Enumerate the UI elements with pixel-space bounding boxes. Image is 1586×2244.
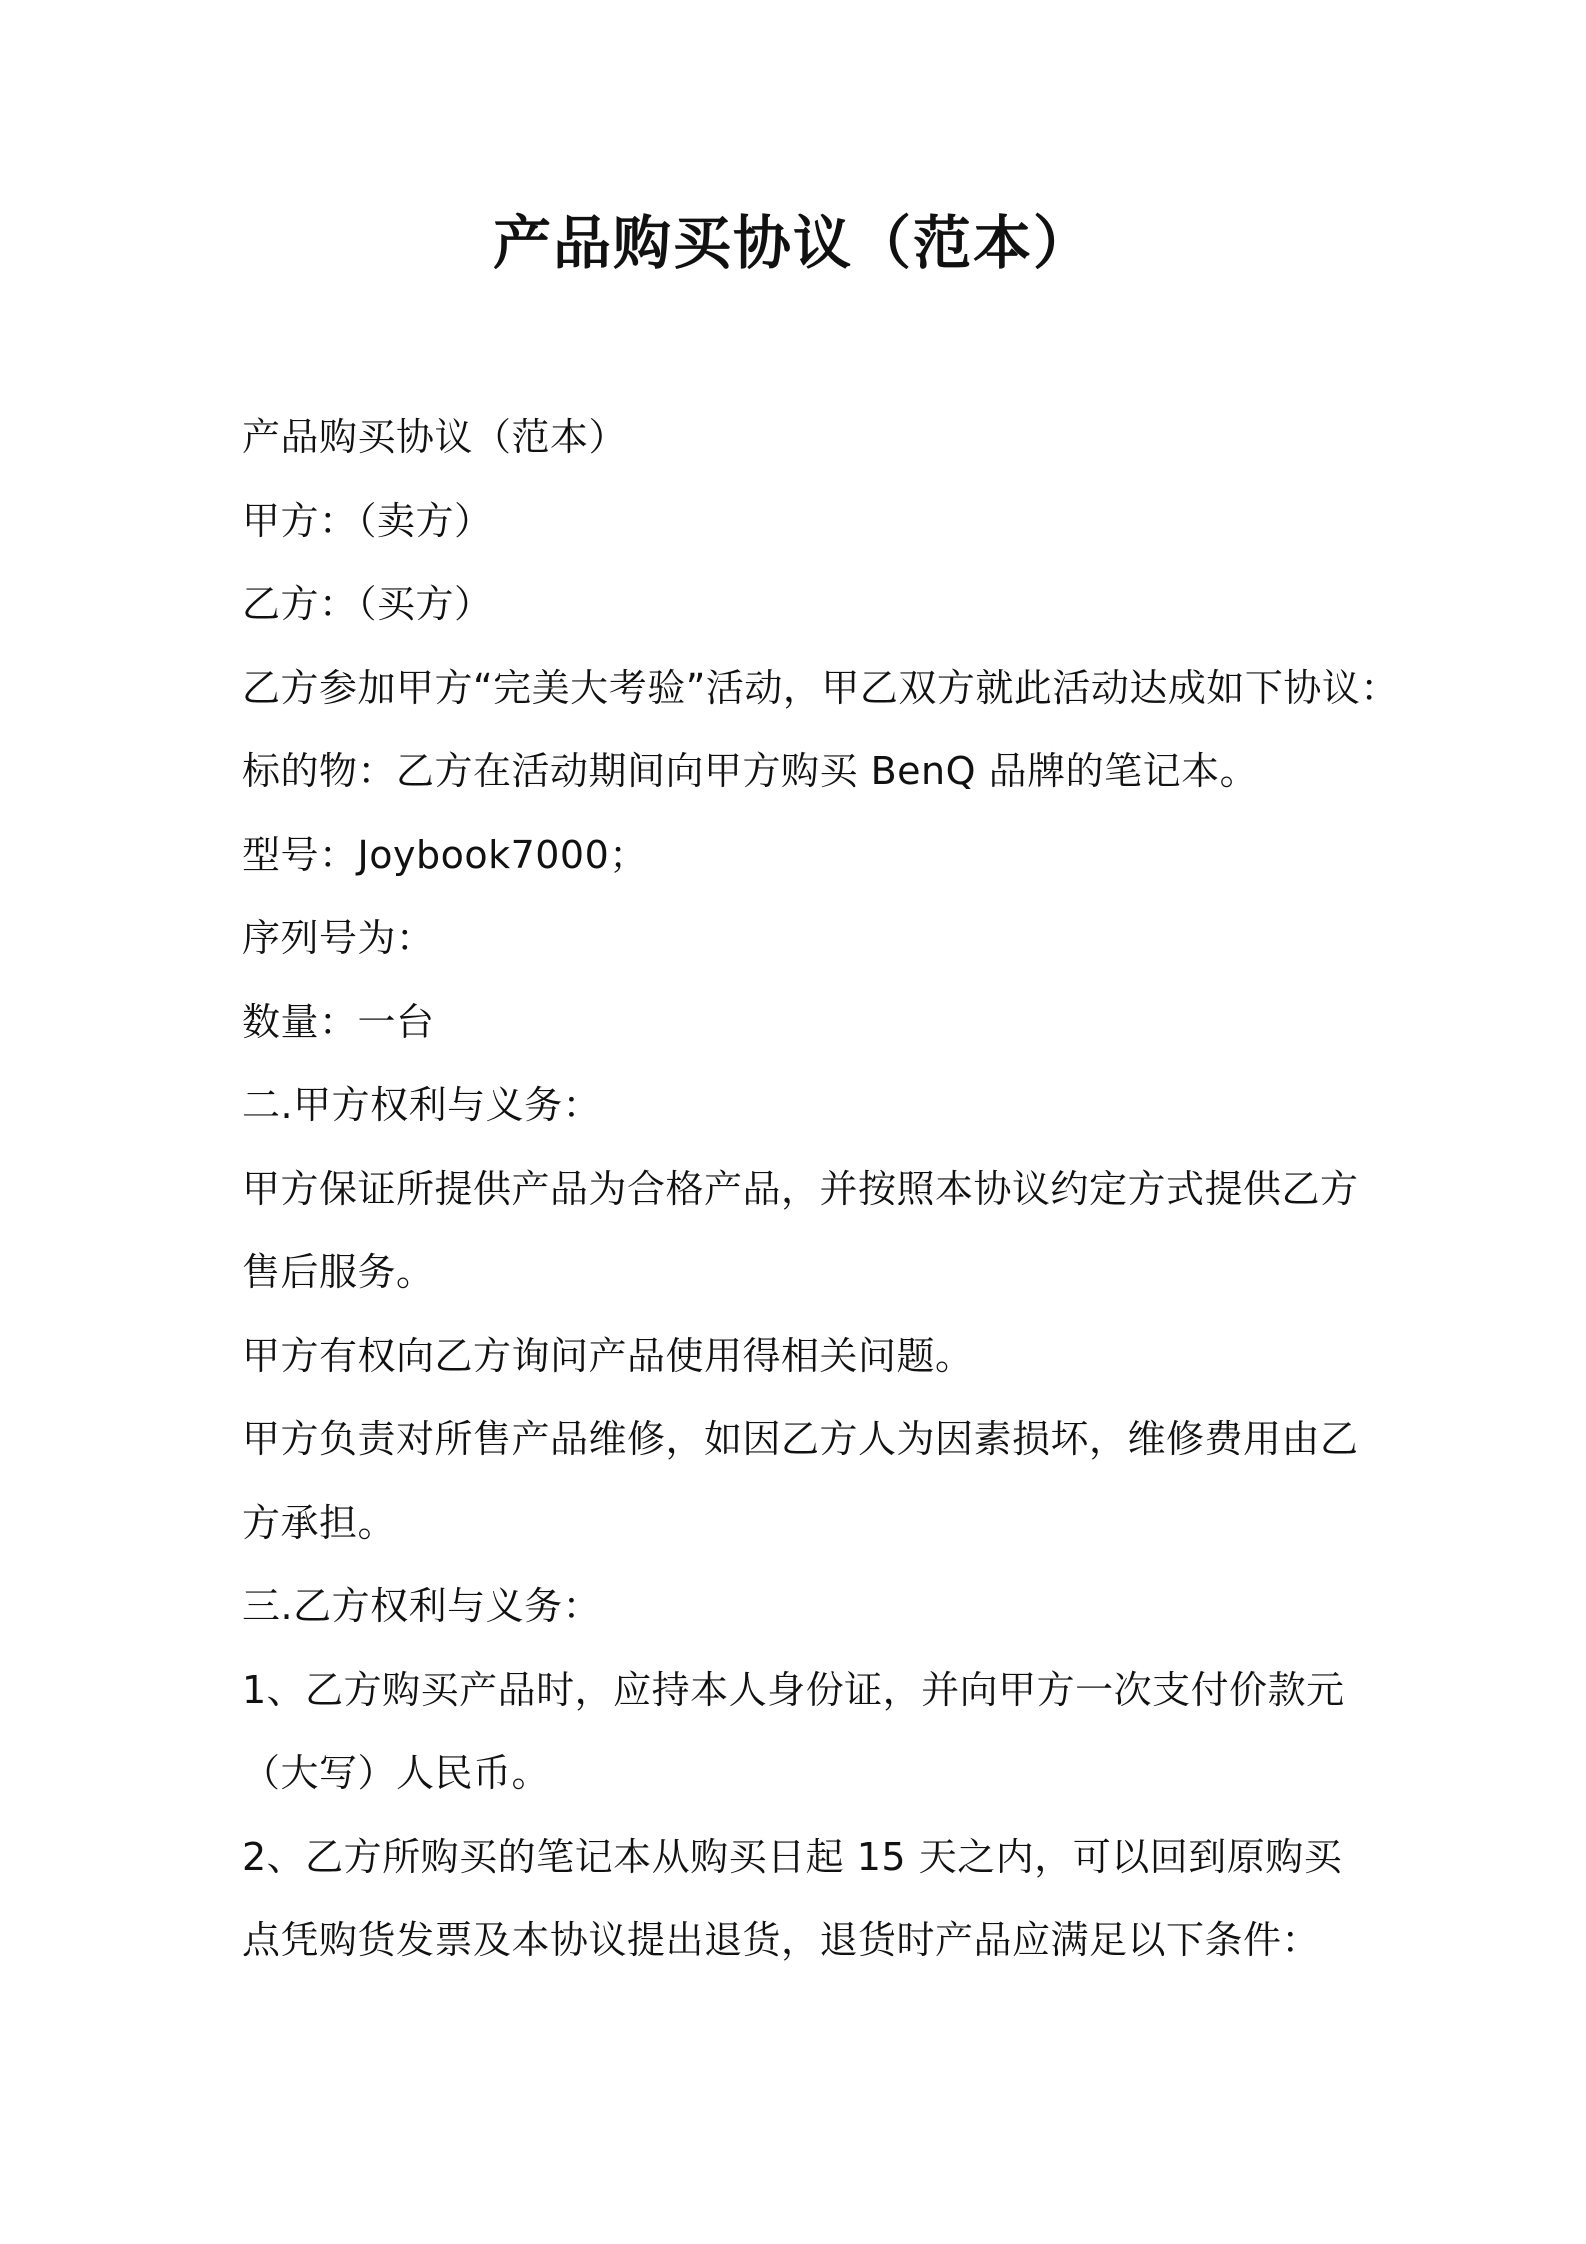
section-heading-party-a-rights: 二.甲方权利与义务：	[242, 1083, 602, 1127]
document-body	[242, 396, 1399, 1983]
paragraph-quality-guarantee: 甲方保证所提供产品为合格产品，并按照本协议约定方式提供乙方售后服务。	[242, 1166, 1359, 1294]
paragraph-party-b: 乙方：（买方）	[242, 582, 493, 626]
paragraph-inquiry-right: 甲方有权向乙方询问产品使用得相关问题。	[242, 1333, 974, 1378]
paragraph-party-a: 甲方：（卖方）	[242, 498, 493, 543]
paragraph-model: 型号：Joybook7000；	[242, 832, 648, 877]
paragraph-return-policy: 2、乙方所购买的笔记本从购买日起 15 天之内，可以回到原购买点凭购货发票及本协议提出退货，退货时产品应满足以下条件：	[242, 1834, 1343, 1962]
section-heading-party-b-rights: 三.乙方权利与义务：	[242, 1584, 602, 1628]
paragraph-serial: 序列号为：	[242, 916, 435, 960]
paragraph-payment: 1、乙方购买产品时，应持本人身份证，并向甲方一次支付价款元（大写）人民币。	[242, 1667, 1345, 1795]
document-title: 产品购买协议（范本）	[492, 209, 1093, 277]
paragraph-intro: 乙方参加甲方“完美大考验”活动，甲乙双方就此活动达成如下协议：	[242, 665, 1399, 710]
paragraph-subject: 标的物：乙方在活动期间向甲方购买 BenQ 品牌的笔记本。	[242, 749, 1259, 793]
paragraph-heading: 产品购买协议（范本）	[242, 415, 628, 459]
paragraph-quantity: 数量：一台	[242, 999, 435, 1044]
paragraph-repair: 甲方负责对所售产品维修，如因乙方人为因素损坏，维修费用由乙方承担。	[242, 1417, 1359, 1545]
